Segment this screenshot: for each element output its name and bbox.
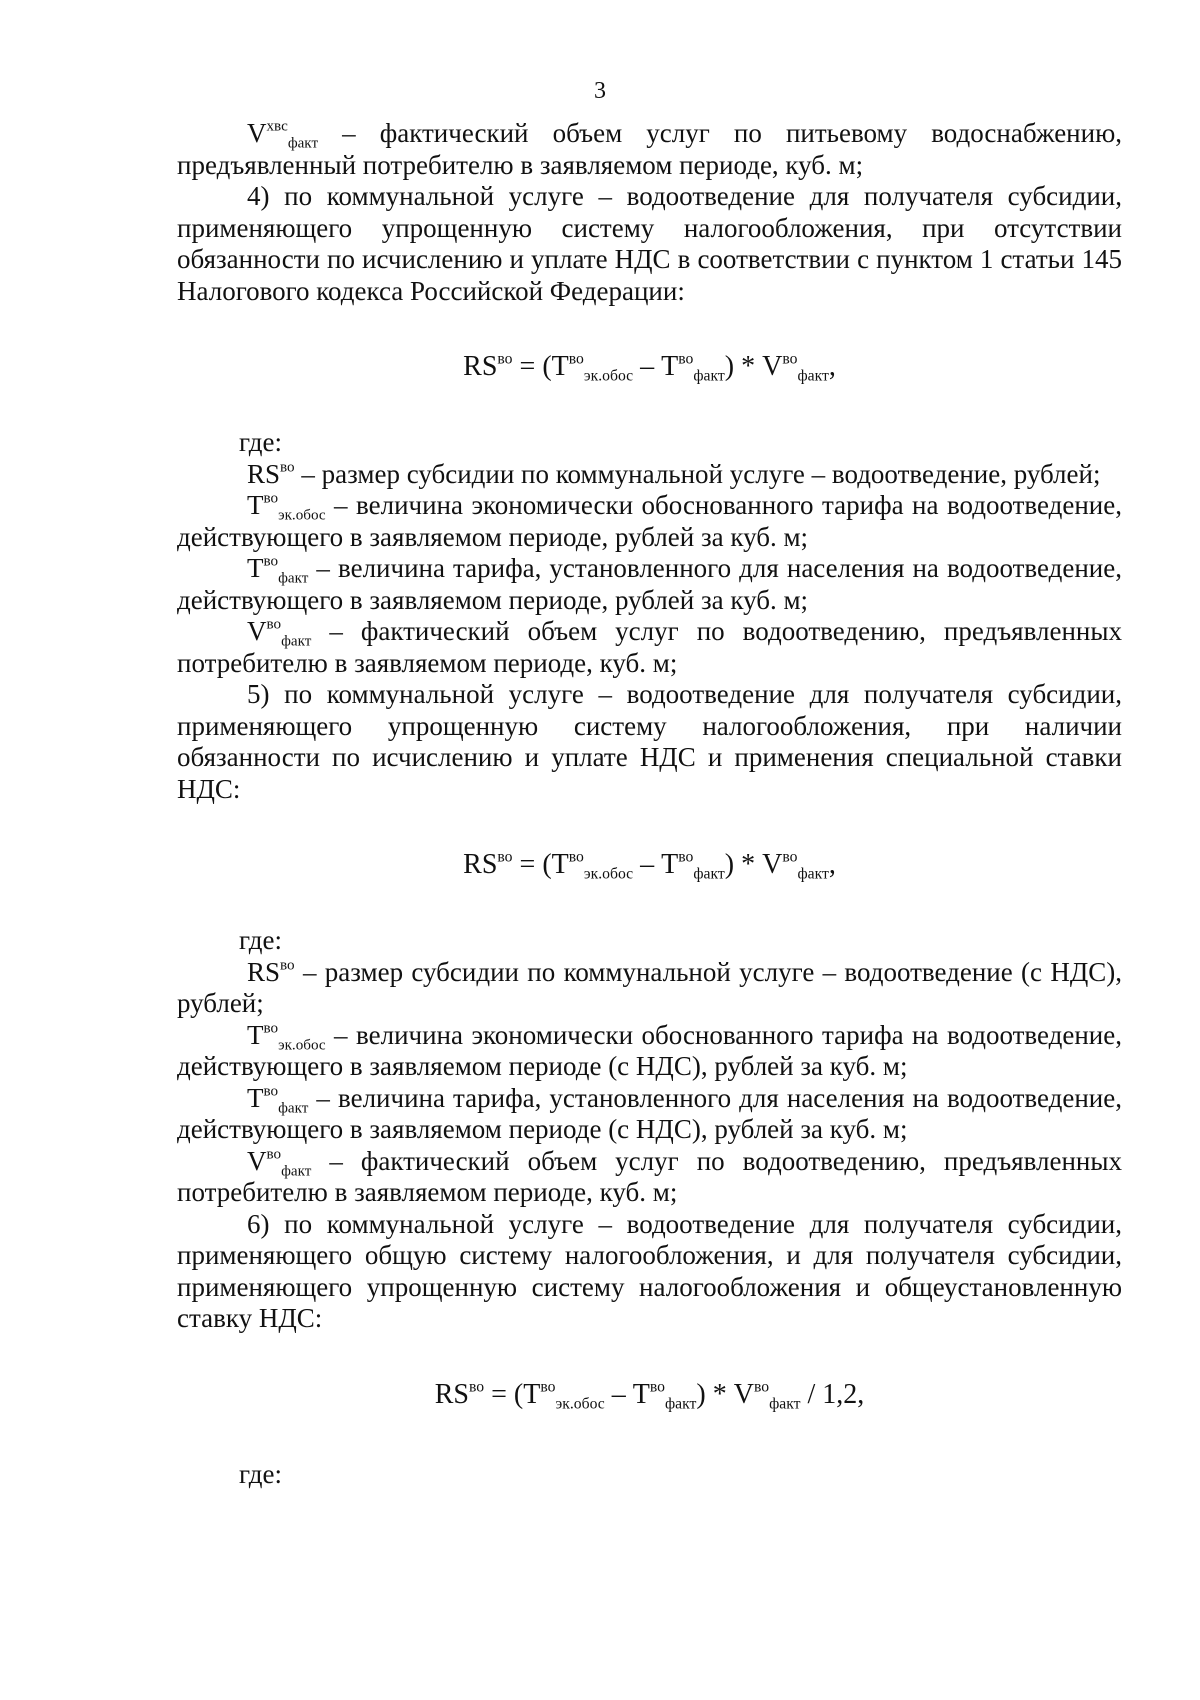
superscript: во	[782, 848, 798, 866]
subscript: эк.обос	[555, 1394, 605, 1412]
subscript: факт	[278, 570, 309, 587]
definition-rs-vat	[177, 957, 1122, 1020]
superscript: во	[280, 957, 295, 974]
superscript: во	[280, 459, 295, 476]
superscript: во	[497, 848, 513, 866]
superscript: во	[649, 1377, 666, 1395]
superscript: во	[263, 1083, 279, 1100]
symbol: V	[247, 118, 267, 148]
definition-v-fakt	[177, 616, 1122, 679]
formula-term: RS	[463, 351, 498, 382]
where-label: где:	[239, 427, 282, 457]
symbol: RS	[247, 956, 281, 987]
subscript: факт	[797, 367, 829, 385]
definition-rs	[177, 459, 1122, 491]
symbol: V	[247, 1145, 267, 1176]
superscript: во	[266, 1146, 282, 1163]
formula-term: – T	[604, 1378, 650, 1410]
definition-v-hvs	[177, 118, 1122, 181]
subscript: эк.обос	[583, 865, 634, 883]
definition-t-fakt-vat	[177, 1083, 1122, 1146]
formula-term: RS	[463, 849, 498, 880]
symbol: V	[247, 616, 267, 646]
definition-text: – размер субсидии по коммунальной услуге – водоотведение, рублей;	[294, 458, 1101, 489]
clause-5: 5) по коммунальной услуге – водоотведение для получателя субсидии, применяющего упрощенную систему налогообложения, при наличии обязанности по исчислению и уплате НДС и применения специальной ставки НДС:	[177, 679, 1122, 804]
formula-term: RS	[434, 1378, 469, 1410]
formula-term: ) * V	[696, 1378, 754, 1410]
superscript: во	[497, 350, 513, 368]
subscript: факт	[665, 1394, 697, 1412]
page-number: 3	[594, 78, 606, 104]
definition-t-fakt	[177, 553, 1122, 616]
definition-t-ek-obos-vat	[177, 1020, 1122, 1083]
clause-4: 4) по коммунальной услуге – водоотведение для получателя субсидии, применяющего упрощенную систему налогообложения, при отсутствии обязанности по исчислению и уплате НДС в соответствии с пунктом 1 статьи 145 Налогового кодекса Российской Федерации:	[177, 181, 1122, 306]
formula-term: / 1,2,	[800, 1378, 865, 1410]
definition-text: – величина тарифа, установленного для населения на водоотведение, действующего в заявляемом периоде, рублей за куб. м;	[177, 553, 1122, 615]
subscript: эк.обос	[583, 367, 634, 385]
formula-term: – T	[633, 351, 679, 382]
superscript: во	[540, 1377, 556, 1395]
subscript: факт	[693, 865, 725, 883]
where-label: где:	[239, 925, 282, 955]
where-label: где:	[239, 1458, 282, 1489]
superscript: во	[263, 553, 279, 570]
superscript: во	[568, 350, 584, 368]
superscript: во	[782, 350, 798, 368]
symbol: T	[247, 1019, 264, 1050]
subscript: факт	[797, 865, 829, 883]
clause-6: 6) по коммунальной услуге – водоотведение для получателя субсидии, применяющего общую систему налогообложения, и для получателя субсидии, применяющего упрощенную систему налогообложения и общеустановленную ставку НДС:	[177, 1208, 1122, 1333]
formula-term: ,	[828, 351, 836, 382]
subscript: факт	[281, 1162, 312, 1179]
formula-term: = (T	[484, 1378, 541, 1410]
superscript: хвс	[266, 118, 288, 135]
definition-text: – размер субсидии по коммунальной услуге – водоотведение (с НДС), рублей;	[177, 956, 1122, 1018]
subscript: факт	[281, 633, 312, 650]
definition-text: – величина экономически обоснованного тарифа на водоотведение, действующего в заявляемом периоде (с НДС), рублей за куб. м;	[177, 1019, 1122, 1081]
formula-2	[177, 845, 1122, 885]
formula-1	[177, 347, 1122, 387]
symbol: T	[247, 490, 264, 520]
formula-3	[177, 1375, 1122, 1415]
superscript: во	[263, 490, 279, 507]
definition-text: – фактический объем услуг по питьевому водоснабжению, предъявленный потребителю в заявляемом периоде, куб. м;	[177, 118, 1122, 180]
formula-term: – T	[633, 849, 679, 880]
symbol: T	[247, 1082, 264, 1113]
definition-text: – фактический объем услуг по водоотведению, предъявленных потребителю в заявляемом периоде, куб. м;	[177, 616, 1122, 678]
superscript: во	[678, 848, 694, 866]
subscript: эк.обос	[278, 507, 326, 524]
definition-t-ek-obos	[177, 490, 1122, 553]
formula-term: ) * V	[724, 351, 783, 382]
subscript: эк.обос	[278, 1036, 326, 1053]
formula-term: ,	[828, 849, 836, 880]
subscript: факт	[287, 135, 319, 152]
definition-v-fakt-2	[177, 1146, 1122, 1209]
subscript: факт	[693, 367, 725, 385]
formula-term: = (T	[512, 849, 569, 880]
definition-text: – величина тарифа, установленного для населения на водоотведение, действующего в заявляемом периоде (с НДС), рублей за куб. м;	[177, 1082, 1122, 1144]
document-body	[177, 118, 1122, 1490]
subscript: факт	[278, 1099, 309, 1116]
definition-text: – фактический объем услуг по водоотведению, предъявленных потребителю в заявляемом периоде, куб. м;	[177, 1145, 1122, 1207]
superscript: во	[568, 848, 584, 866]
superscript: во	[469, 1377, 485, 1395]
superscript: во	[753, 1377, 770, 1395]
formula-term: ) * V	[724, 849, 783, 880]
superscript: во	[266, 616, 282, 633]
superscript: во	[263, 1020, 279, 1037]
symbol: RS	[247, 458, 281, 489]
superscript: во	[678, 350, 694, 368]
definition-text: – величина экономически обоснованного тарифа на водоотведение, действующего в заявляемом периоде, рублей за куб. м;	[177, 490, 1122, 552]
symbol: T	[247, 553, 264, 583]
subscript: факт	[769, 1394, 801, 1412]
formula-term: = (T	[512, 351, 569, 382]
